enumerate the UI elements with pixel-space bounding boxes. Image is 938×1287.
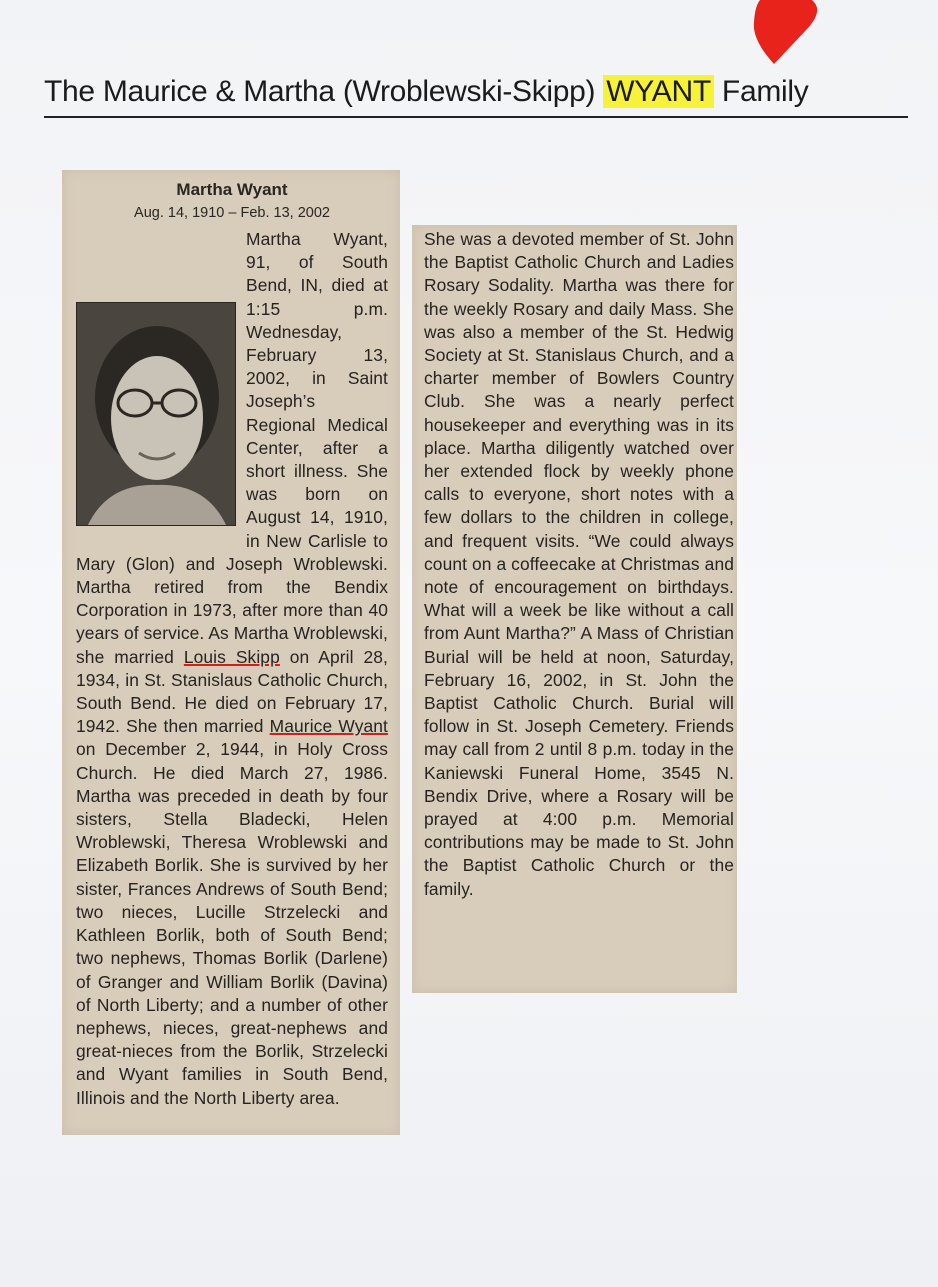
obituary-column-2 — [424, 228, 734, 901]
title-prefix: The Maurice & Martha (Wroblewski-Skipp) — [44, 75, 604, 108]
obituary-dates: Aug. 14, 1910 – Feb. 13, 2002 — [134, 205, 330, 221]
title-highlight: WYANT — [603, 75, 714, 108]
husband-1-name: Louis Skipp — [183, 646, 280, 667]
obit-text-1: Martha Wyant, 91, of South Bend, IN, died at 1:15 p.m. Wednesday, February 13, 2002, in Saint Joseph’s Regional Medical Center, after a short illness. She was born on August 14, 1910, in New Carlisle to Mary (Glon) and Joseph Wroblewski. Martha retired from the Bendix Corporation in 1973, after more than 40 years of service. As Martha Wroblewski, she married — [76, 229, 388, 667]
obit-text-3: on December 2, 1944, in Holy Cross Church. He died March 27, 1986. Martha was preceded in death by four sisters, Stella Bladecki, Helen Wroblewski, Theresa Wroblewski and Elizabeth Borlik. She is survived by her sister, Frances Andrews of South Bend; two nieces, Lucille Strzelecki and Kathleen Borlik, both of South Bend; two nephews, Thomas Borlik (Darlene) of Granger and William Borlik (Davina) of North Liberty; and a number of other nephews, nieces, great-nephews and great-nieces from the Borlik, Strzelecki and Wyant families in South Bend, Illinois and the North Liberty area. — [76, 739, 388, 1108]
page-title — [44, 72, 908, 118]
red-tab-marker — [752, 0, 818, 64]
title-suffix: Family — [713, 75, 809, 108]
obit-text-col2: She was a devoted member of St. John the Baptist Catholic Church and Ladies Rosary Sodality. Martha was there for the weekly Rosary and daily Mass. She was also a member of the St. Hedwig Society at St. Stanislaus Church, and a charter member of Bowlers Country Club. She was a nearly perfect housekeeper and everything was in its place. Martha diligently watched over her extended flock by weekly phone calls to everyone, short notes with a few dollars to the children in college, and frequent visits. “We could always count on a coffeecake at Christmas and note of encouragement on birthdays. What will a week be like without a call from Aunt Martha?” A Mass of Christian Burial will be held at noon, Saturday, February 16, 2002, in St. John the Baptist Catholic Church. Burial will follow in St. Joseph Cemetery. Friends may call from 2 until 8 p.m. today in the Kaniewski Funeral Home, 3545 N. Bendix Drive, where a Rosary will be prayed at 4:00 p.m. Memorial contributions may be made to St. John the Baptist Catholic Church or the family. — [424, 229, 734, 899]
husband-2-name: Maurice Wyant — [269, 716, 388, 737]
obit-text-2: on April 28, 1934, in St. Stanislaus Catholic Church, South Bend. He died on February 17, 1942. She then married — [76, 646, 388, 737]
obituary-name: Martha Wyant — [176, 180, 288, 199]
obituary-column-1 — [76, 228, 388, 1110]
portrait-photo — [76, 302, 236, 526]
